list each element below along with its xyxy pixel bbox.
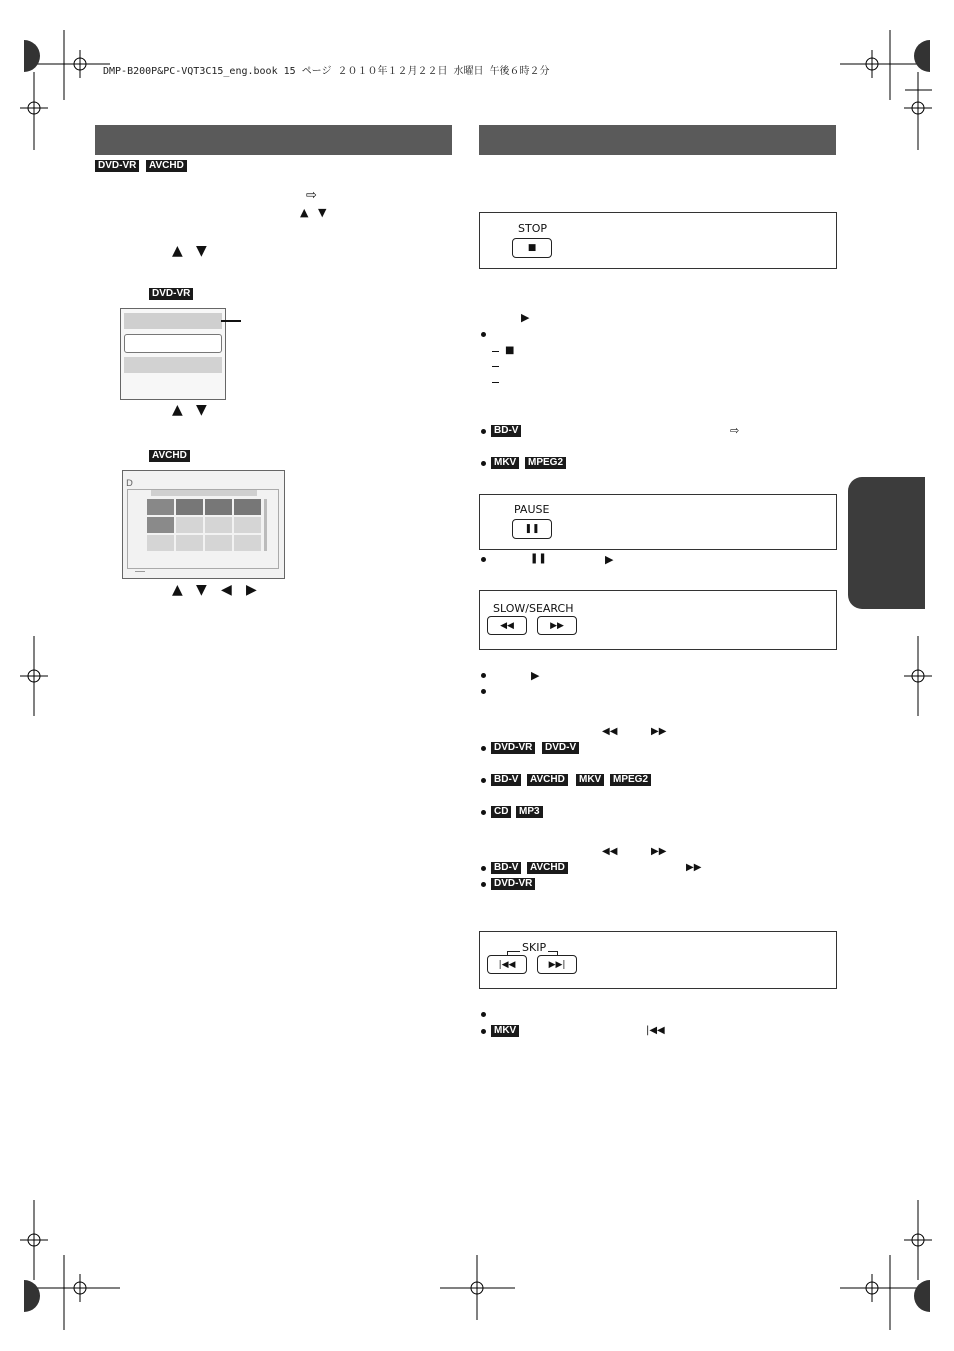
pause-label: PAUSE	[514, 503, 550, 516]
menu-row-highlight	[124, 313, 222, 329]
thumbnail	[205, 499, 232, 515]
thumbnail	[176, 517, 203, 533]
bullet	[481, 1012, 486, 1017]
thumbnail	[234, 517, 261, 533]
fast-forward-icon: ▶▶	[651, 846, 667, 857]
badge-cd: CD	[491, 806, 511, 818]
avchd-thumbnail-window	[122, 470, 285, 579]
dvd-vr-menu-illustration	[120, 308, 226, 400]
thumbnail	[205, 517, 232, 533]
skip-previous-icon: |◀◀	[498, 959, 516, 970]
badge-bd-v: BD-V	[491, 774, 521, 786]
up-arrow-icon: ▲	[300, 206, 309, 219]
down-arrow-icon: ▼	[196, 243, 207, 259]
up-arrow-icon: ▲	[172, 243, 183, 259]
right-section-bar	[479, 125, 836, 155]
bullet	[481, 557, 486, 562]
badge-mp3: MP3	[516, 806, 543, 818]
skip-label: SKIP	[522, 941, 547, 954]
reference-arrow-icon: ⇨	[730, 424, 740, 437]
stop-label: STOP	[518, 222, 547, 235]
badge-mkv: MKV	[491, 457, 519, 469]
badge-dvd-vr: DVD-VR	[149, 288, 193, 300]
badge-mpeg2: MPEG2	[610, 774, 651, 786]
badge-mkv: MKV	[576, 774, 604, 786]
pause-button-box	[479, 494, 837, 550]
badge-dvd-vr: DVD-VR	[95, 160, 139, 172]
fast-forward-button[interactable]	[537, 616, 577, 635]
window-corner-text: D	[126, 479, 133, 489]
menu-row	[124, 357, 222, 373]
slow-search-label: SLOW/SEARCH	[493, 602, 574, 615]
dash	[492, 382, 499, 383]
skip-bracket-right-top	[548, 951, 558, 952]
bullet	[481, 461, 486, 466]
badge-avchd: AVCHD	[527, 862, 568, 874]
dash	[492, 351, 499, 352]
menu-row-selected	[124, 334, 222, 353]
thumbnail	[147, 499, 174, 515]
rewind-icon: ◀◀	[500, 620, 514, 631]
bullet	[481, 746, 486, 751]
fast-forward-icon: ▶▶	[550, 620, 564, 631]
bullet	[481, 810, 486, 815]
left-arrow-icon: ◀	[221, 582, 232, 598]
rewind-icon: ◀◀	[602, 846, 618, 857]
badge-avchd: AVCHD	[149, 450, 190, 462]
badge-dvd-vr: DVD-VR	[491, 878, 535, 890]
callout-line	[221, 320, 241, 322]
bullet	[481, 673, 486, 678]
skip-previous-icon: |◀◀	[646, 1025, 665, 1036]
down-arrow-icon: ▼	[196, 402, 207, 418]
badge-dvd-v: DVD-V	[542, 742, 579, 754]
bullet	[481, 689, 486, 694]
down-arrow-icon: ▼	[196, 582, 207, 598]
bullet	[481, 1029, 486, 1034]
pause-button[interactable]	[512, 519, 552, 539]
up-arrow-icon: ▲	[172, 582, 183, 598]
skip-next-icon: ▶▶|	[548, 959, 566, 970]
bullet	[481, 332, 486, 337]
sd-icon	[135, 565, 145, 572]
fast-forward-icon: ▶▶	[686, 862, 702, 873]
pause-icon: ❚❚	[524, 524, 540, 534]
thumbnail	[147, 535, 174, 551]
bullet	[481, 882, 486, 887]
pause-icon: ❚❚	[530, 553, 547, 564]
badge-dvd-vr: DVD-VR	[491, 742, 535, 754]
slow-search-button-box	[479, 590, 837, 650]
scrollbar	[264, 499, 267, 551]
thumbnail	[205, 535, 232, 551]
rewind-button[interactable]	[487, 616, 527, 635]
chapter-side-tab	[848, 477, 925, 609]
thumbnail	[234, 535, 261, 551]
skip-button-box	[479, 931, 837, 989]
badge-mkv: MKV	[491, 1025, 519, 1037]
thumbnail	[147, 517, 174, 533]
badge-avchd: AVCHD	[146, 160, 187, 172]
stop-icon: ■	[527, 243, 537, 253]
stop-icon: ■	[505, 345, 515, 356]
thumbnail	[176, 499, 203, 515]
bullet	[481, 866, 486, 871]
thumbnail	[234, 499, 261, 515]
play-icon: ▶	[531, 669, 540, 682]
play-icon: ▶	[521, 311, 530, 324]
badge-bd-v: BD-V	[491, 862, 521, 874]
down-arrow-icon: ▼	[318, 206, 327, 219]
skip-previous-button[interactable]	[487, 955, 527, 974]
stop-button-box	[479, 212, 837, 269]
up-arrow-icon: ▲	[172, 402, 183, 418]
reference-arrow-icon: ⇨	[306, 188, 317, 203]
badge-bd-v: BD-V	[491, 425, 521, 437]
rewind-icon: ◀◀	[602, 726, 618, 737]
thumbnail-title-bar	[151, 490, 257, 496]
badge-avchd: AVCHD	[527, 774, 568, 786]
bullet	[481, 429, 486, 434]
stop-button[interactable]	[512, 238, 552, 258]
right-arrow-icon: ▶	[246, 582, 257, 598]
book-info-header: DMP-B200P&PC-VQT3C15_eng.book 15 ページ ２０１０年１２月２２日 水曜日 午後６時２分	[103, 66, 550, 77]
fast-forward-icon: ▶▶	[651, 726, 667, 737]
play-icon: ▶	[605, 553, 614, 566]
badge-mpeg2: MPEG2	[525, 457, 566, 469]
left-section-bar	[95, 125, 452, 155]
skip-next-button[interactable]	[537, 955, 577, 974]
dash	[492, 366, 499, 367]
thumbnail	[176, 535, 203, 551]
bullet	[481, 778, 486, 783]
